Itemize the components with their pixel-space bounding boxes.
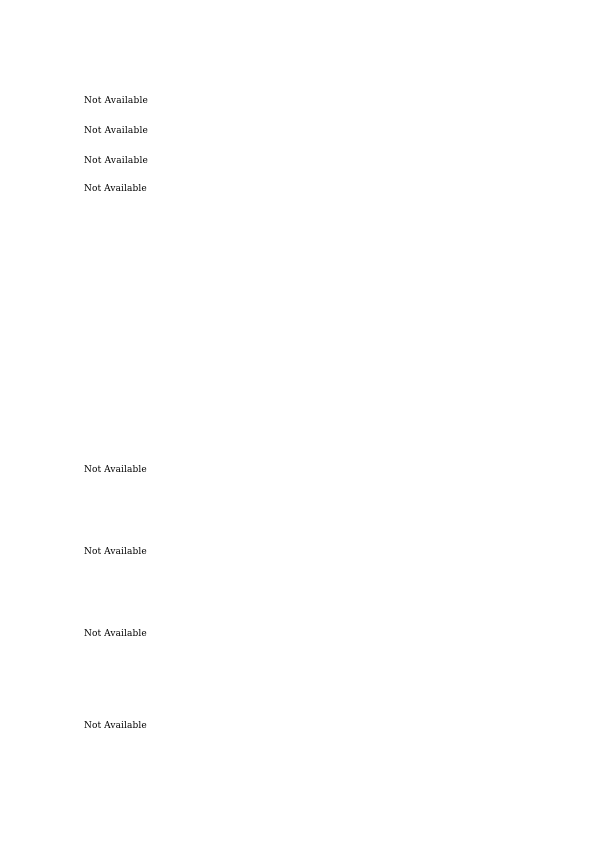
body-paragraph: Not Available — [84, 184, 147, 194]
document-header: Not Available — [84, 96, 149, 106]
body-paragraph: Not Available — [84, 629, 147, 639]
body-paragraph: Not Available — [84, 547, 147, 557]
document-subject: Not Available — [84, 156, 149, 166]
document-date: Not Available — [84, 126, 149, 136]
body-paragraph: Not Available — [84, 721, 147, 731]
body-paragraph: Not Available — [84, 465, 147, 475]
